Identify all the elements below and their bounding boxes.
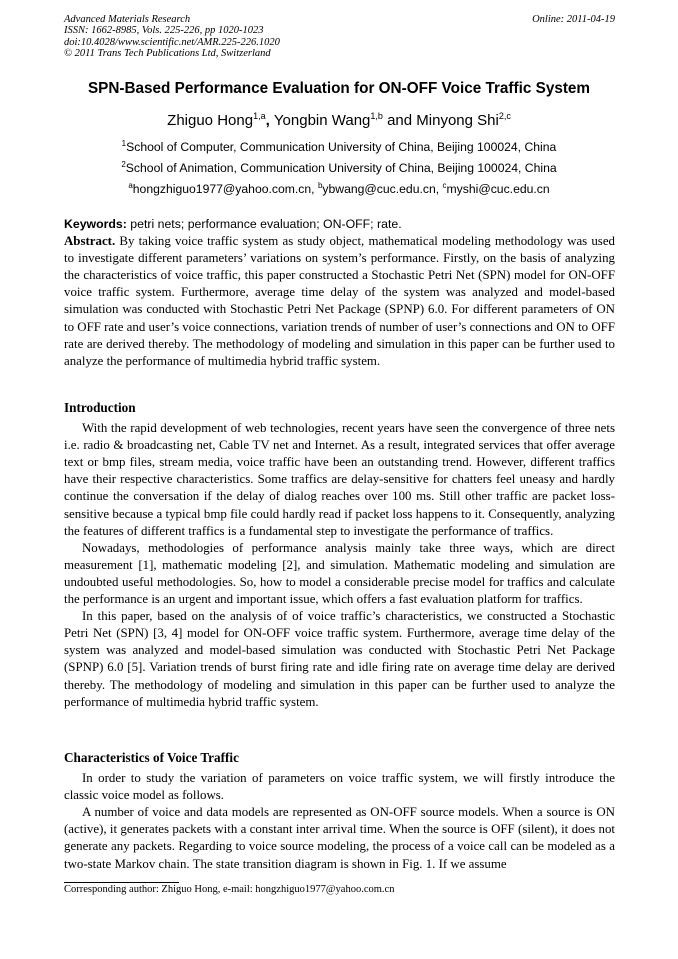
author-sup: 1,b [370,111,383,121]
abstract [64,233,615,370]
affiliation-2 [0,160,678,175]
paragraph: In this paper, based on the analysis of of voice traffic’s characteristics, we constructed a Stochastic Petri Net (SPN) [3, 4] model for ON-OFF voice traffic system. Furthermore, average time delay of the system was analyzed and model-based simulation was conducted with Stochastic Petri Net Package (SPNP) 6.0 [5]. Variation trends of burst firing rate and idle firing rate on average time delay are derived thereby. The methodology of modeling and simulation in this paper can be further used to analyze the performance of multimedia hybrid traffic system. [64,609,615,709]
keywords-text: petri nets; performance evaluation; ON-OFF; rate. [126,217,402,231]
journal-header [64,14,615,59]
journal-name: Advanced Materials Research [64,14,191,25]
keywords [64,216,615,233]
paragraph: A number of voice and data models are represented as ON-OFF source models. When a source is ON (active), it generates packets with a constant inter arrival time. When the source is OFF (silent), it does not generate any packets. Regarding to voice source modeling, the process of a voice call can be modeled as a two-state Markov chain. The state transition diagram is shown in Fig. 1. If we assume [64,805,615,871]
abstract-text: By taking voice traffic system as study object, mathematical modeling methodology was used to investigate different parameters’ variations on system’s performance. Firstly, on the basis of analyzing the characteristics of voice traffic, this paper constructed a Stochastic Petri Net (SPN) model for ON-OFF voice traffic system. Furthermore, average time delay of the system was analyzed and model-based simulation was conducted with Stochastic Petri Net Package (SPNP) 6.0. For different parameters of ON to OFF rate and user’s voice connections, variation trends of number of user’s connections and ON to OFF rate are derived thereby. The methodology of modeling and simulation in this paper can be further used to analyze the performance of multimedia hybrid traffic system. [64,234,615,368]
online-date: Online: 2011-04-19 [532,14,615,25]
author-separator: , [265,112,274,129]
author-and: and [382,112,417,129]
author-sup: 1,a [253,111,266,121]
author-sup: 2,c [498,111,511,121]
affiliation-sup: 2 [121,160,126,169]
section-characteristics [64,749,615,873]
email-link[interactable]: ybwang@cuc.edu.cn [322,182,436,197]
email-sup: a [128,181,133,190]
author-name: Minyong Shi [416,112,499,129]
email-link[interactable]: myshi@cuc.edu.cn [446,182,550,197]
issn-line: ISSN: 1662-8985, Vols. 225-226, pp 1020-1023 [64,25,264,37]
copyright-line: © 2011 Trans Tech Publications Ltd, Switzerland [64,47,271,59]
front-matter [64,216,615,370]
affiliation-1 [0,139,678,154]
email-sup: c [442,181,447,190]
affiliation-sup: 1 [121,139,127,148]
keywords-label: Keywords: [64,217,127,231]
email-link[interactable]: hongzhiguo1977@yahoo.com.cn [132,182,312,197]
author-name: Yongbin Wang [273,112,371,129]
paragraph: With the rapid development of web technologies, recent years have seen the convergence of three nets i.e. radio & broadcasting net, Cable TV net and Internet. As a result, integrated services that offer average text or bmp files, stream media, voice traffic have been an outstanding trend. However, different traffics have their respective characteristics. Some traffics are delay-sensitive for chatters feel uneasy and hardly continue the conversation if the delay of dialog reaches over 100 ms. Still other traffic are packet loss-sensitive because a typical bmp file could hardly read if packet loss happens to it. Consequently, analyzing the features of different traffics is a fundamental step to investigate the performance of traffics. [64,421,615,538]
affiliation-text: School of Animation, Communication University of China, Beijing 100024, China [125,161,557,176]
paragraph: In order to study the variation of parameters on voice traffic system, we will firstly introduce the classic voice model as follows. [64,771,615,803]
author-name: Zhiguo Hong [167,112,254,129]
section-heading: Characteristics of Voice Traffic [64,750,239,765]
footnote-corresponding-author: Corresponding author: Zhiguo Hong, e-mail: hongzhiguo1977@yahoo.com.cn [64,884,395,895]
doi-line: doi:10.4028/www.scientific.net/AMR.225-226.1020 [64,36,280,48]
section-introduction [64,399,615,711]
author-list [0,111,678,129]
paper-title: SPN-Based Performance Evaluation for ON-OFF Voice Traffic System [87,80,591,97]
email-list: $^a$hongzhiguo1977@yahoo.com.cn, $^b$ybwang@cuc.edu.cn, $^c$myshi@cuc.edu.cn [128,181,550,197]
section-heading: Introduction [64,400,136,415]
paragraph: Nowadays, methodologies of performance analysis mainly take three ways, which are direct measurement [1], mathematic modeling [2], and simulation. Mathematic modeling and simulation are undoubted useful methodologies. So, how to model a considerable precise model for traffics and calculate the performance is an urgent and important issue, which offers a fast evaluation platform for traffics. [64,540,615,607]
abstract-label: Abstract. [64,234,116,249]
footnote-divider [64,882,179,883]
email-sup: b [317,181,323,190]
affiliation-text: School of Computer, Communication University of China, Beijing 100024, China [126,140,557,155]
